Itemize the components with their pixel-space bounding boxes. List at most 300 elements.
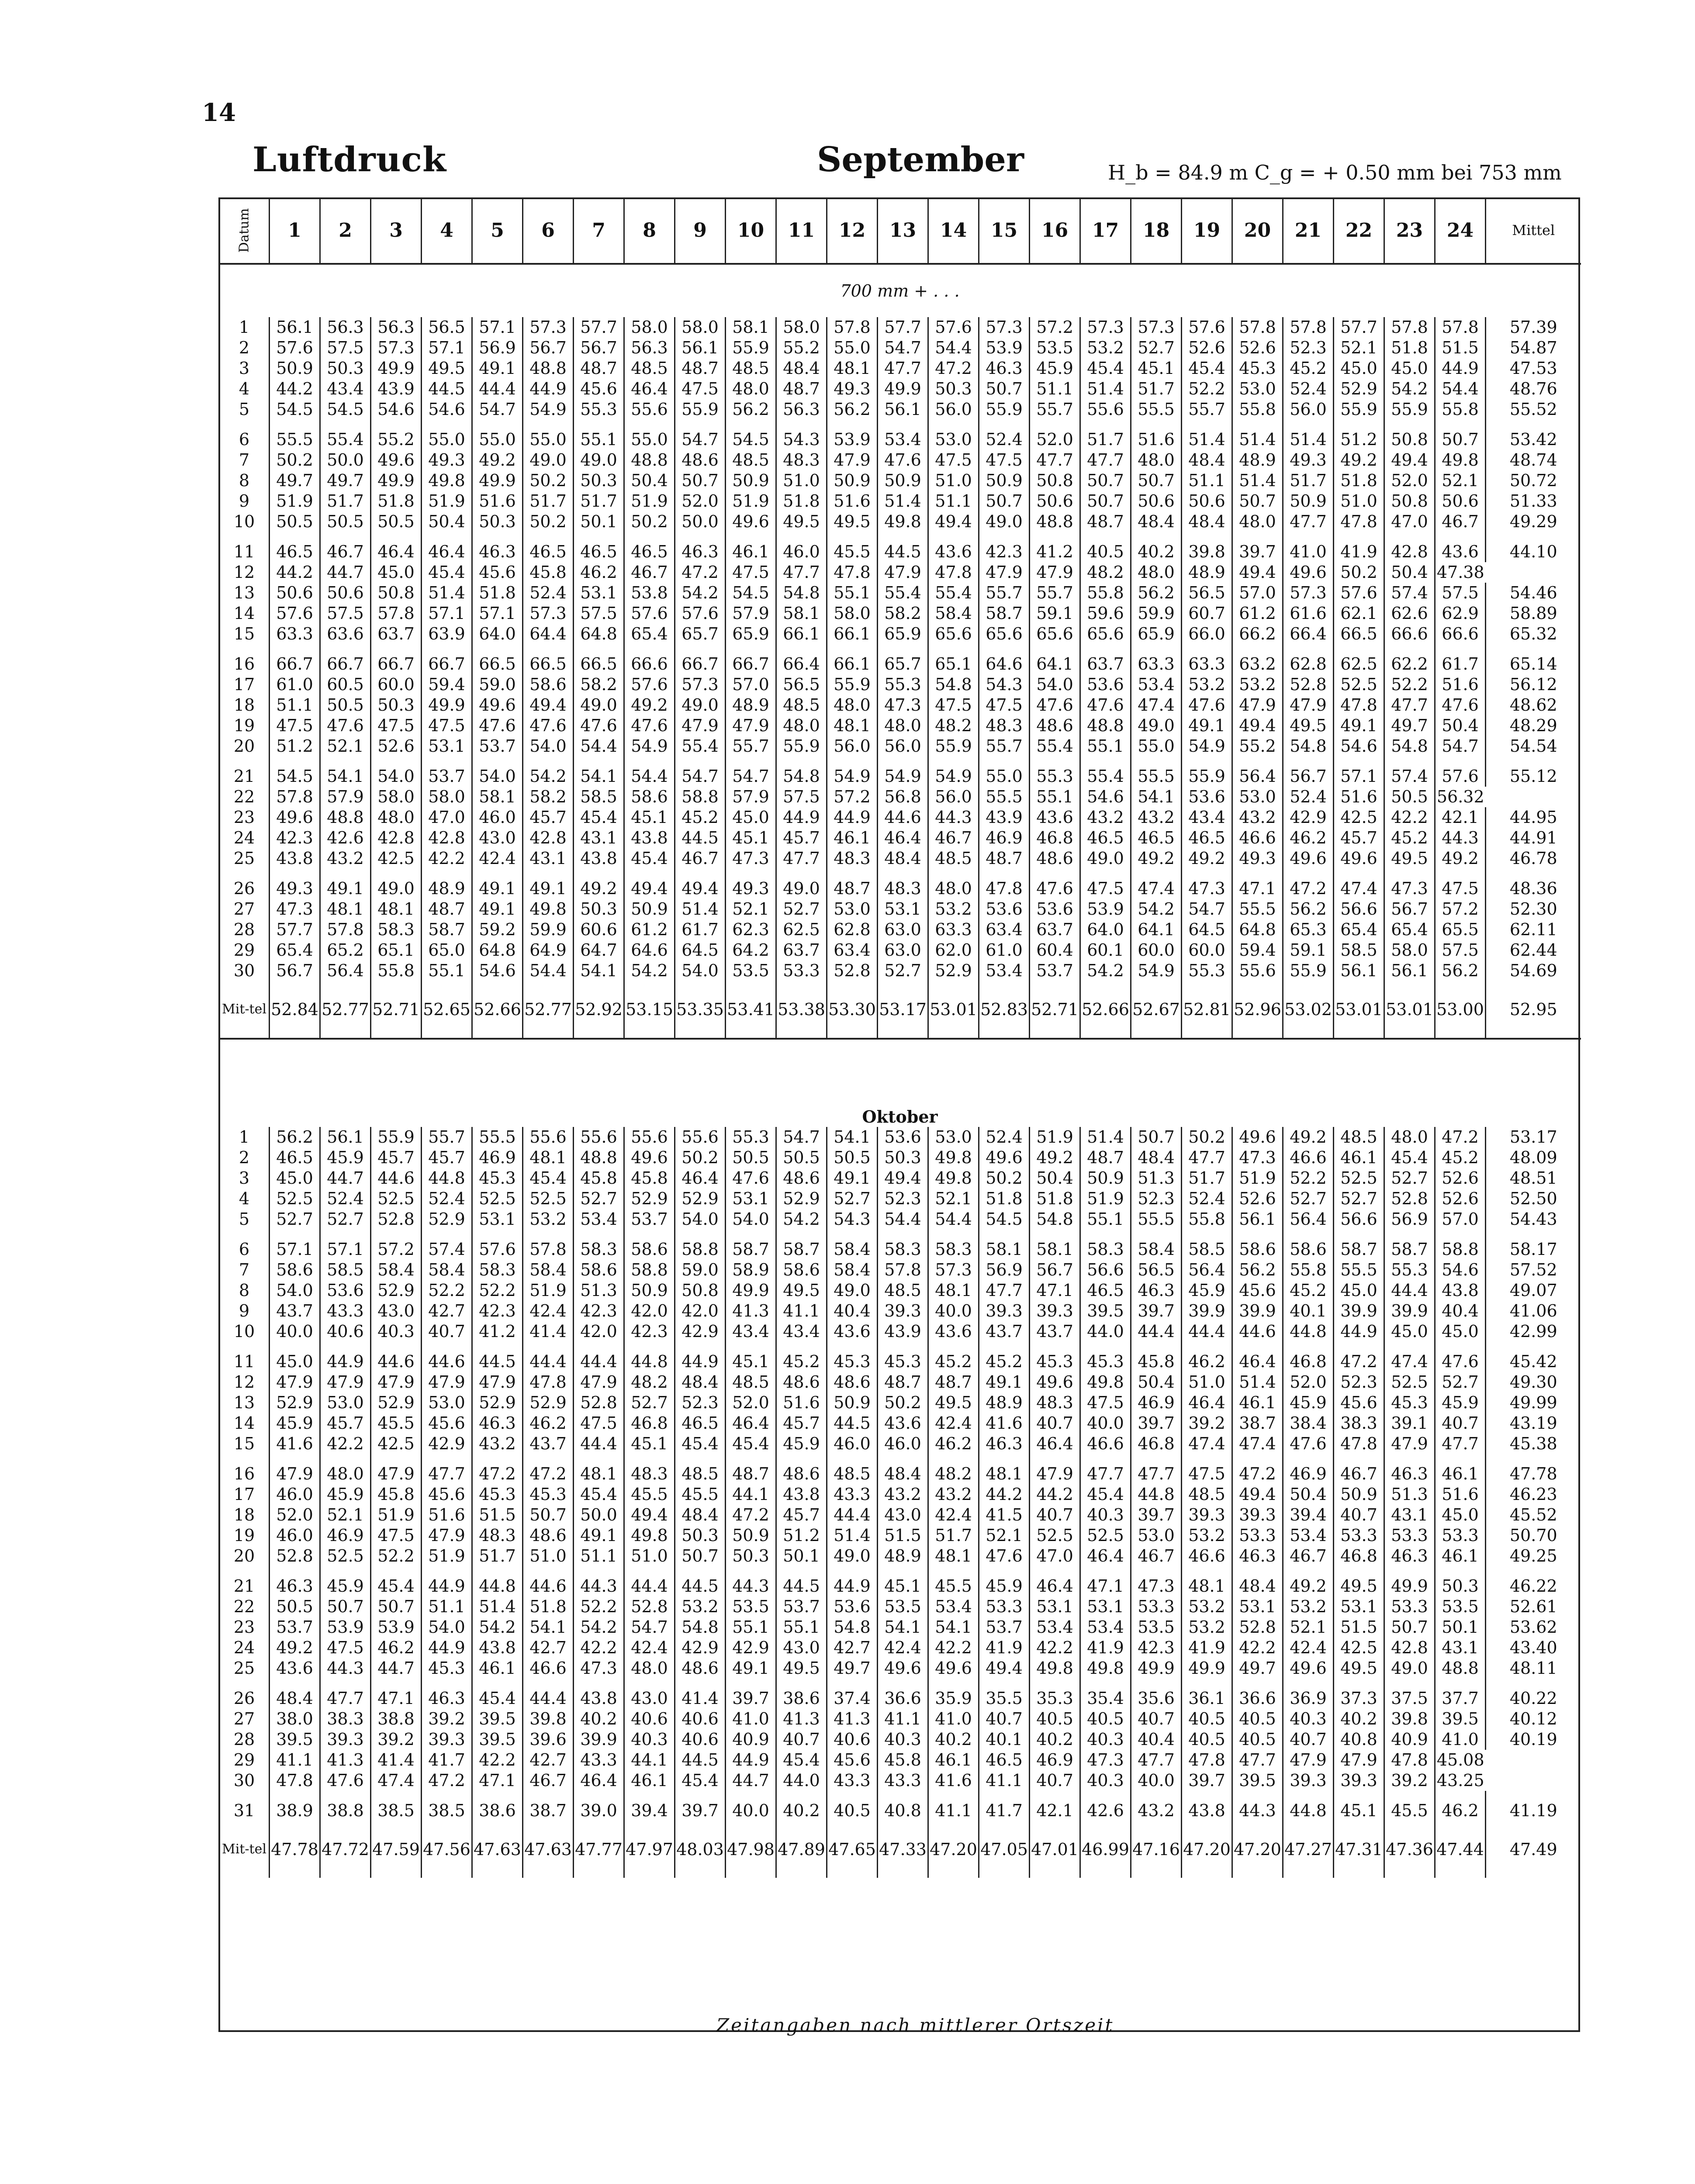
value-cell: 47.4 [1182,1434,1232,1454]
value-cell: 53.1 [1232,1597,1283,1617]
value-cell: 53.0 [928,1127,979,1147]
value-cell: 58.0 [675,317,726,338]
value-cell: 50.3 [1435,1576,1486,1597]
value-cell: 60.0 [371,674,422,695]
value-cell: 55.6 [624,399,675,420]
value-cell: 53.6 [1182,787,1232,807]
value-cell: 45.2 [675,807,726,828]
value-cell: 66.1 [827,624,878,644]
value-cell: 39.8 [523,1709,574,1729]
value-cell: 46.5 [270,542,320,562]
value-cell: 55.3 [1384,1260,1435,1280]
daily-mean-cell: 44.95 [1486,807,1581,828]
value-cell: 44.1 [726,1484,776,1505]
hourly-mean-cell: 47.77 [574,1821,624,1878]
value-cell: 54.4 [624,766,675,787]
value-cell: 48.4 [1232,1576,1283,1597]
daily-mean-cell: 49.99 [1486,1393,1581,1413]
value-cell: 47.7 [1080,450,1131,470]
value-cell: 47.9 [422,1525,472,1546]
value-cell: 42.7 [523,1638,574,1658]
value-cell: 41.3 [776,1709,827,1729]
value-cell: 51.4 [1182,429,1232,450]
value-cell: 54.1 [827,1127,878,1147]
value-cell: 55.4 [1080,766,1131,787]
value-cell: 47.7 [1283,511,1334,532]
value-cell: 66.7 [422,654,472,674]
value-cell: 57.5 [574,603,624,624]
value-cell: 58.8 [1435,1239,1486,1260]
day-label: 1 [219,1127,270,1147]
value-cell: 45.4 [523,1168,574,1189]
value-cell: 45.9 [979,1576,1030,1597]
value-cell: 45.0 [371,562,422,583]
value-cell: 63.9 [422,624,472,644]
value-cell: 40.4 [827,1301,878,1321]
value-cell: 49.0 [675,695,726,715]
value-cell: 42.6 [320,828,371,848]
value-cell: 56.9 [979,1260,1030,1280]
value-cell: 56.6 [1334,899,1384,919]
value-cell: 47.7 [776,848,827,869]
value-cell: 41.7 [422,1750,472,1770]
value-cell: 40.5 [1030,1709,1080,1729]
value-cell: 51.8 [979,1189,1030,1209]
value-cell: 53.5 [878,1597,928,1617]
value-cell: 45.5 [1384,1800,1435,1821]
value-cell: 60.6 [574,919,624,940]
value-cell: 46.4 [574,1770,624,1791]
value-cell: 53.2 [675,1597,726,1617]
value-cell: 58.4 [1131,1239,1182,1260]
value-cell: 47.7 [1030,450,1080,470]
value-cell: 50.3 [320,358,371,379]
value-cell: 41.2 [472,1321,523,1342]
value-cell: 51.5 [472,1505,523,1525]
value-cell: 64.8 [574,624,624,644]
value-cell: 58.1 [979,1239,1030,1260]
value-cell: 49.6 [726,511,776,532]
value-cell: 52.0 [1030,429,1080,450]
value-cell: 47.9 [270,1372,320,1393]
value-cell: 57.1 [422,603,472,624]
value-cell: 45.4 [1080,1484,1131,1505]
daily-mean-cell: 47.78 [1486,1464,1581,1484]
value-cell: 44.3 [1232,1800,1283,1821]
value-cell: 55.1 [726,1617,776,1638]
value-cell: 54.2 [472,1617,523,1638]
value-cell: 44.8 [472,1576,523,1597]
value-cell: 53.4 [979,961,1030,981]
value-cell: 58.6 [1283,1239,1334,1260]
value-cell: 51.9 [371,1505,422,1525]
value-cell: 45.9 [776,1434,827,1454]
value-cell: 58.7 [1334,1239,1384,1260]
value-cell: 46.5 [1080,1280,1131,1301]
value-cell: 39.1 [1384,1413,1435,1434]
value-cell: 45.0 [270,1168,320,1189]
value-cell: 50.0 [320,450,371,470]
value-cell: 42.9 [675,1321,726,1342]
value-cell: 47.7 [1435,1434,1486,1454]
daily-mean-cell: 62.11 [1486,919,1581,940]
value-cell: 51.7 [472,1546,523,1566]
daily-mean-cell: 57.39 [1486,317,1581,338]
hourly-mean-cell: 53.15 [624,981,675,1039]
value-cell: 36.6 [1232,1688,1283,1709]
value-cell: 45.3 [827,1351,878,1372]
value-cell: 46.0 [878,1434,928,1454]
value-cell: 44.4 [472,379,523,399]
value-cell: 46.7 [1283,1546,1334,1566]
value-cell: 58.8 [675,787,726,807]
value-cell: 49.6 [928,1658,979,1679]
value-cell: 42.7 [827,1638,878,1658]
daily-mean-cell: 48.11 [1486,1658,1581,1679]
value-cell: 57.1 [472,317,523,338]
daily-mean-cell: 51.33 [1486,491,1581,511]
value-cell: 49.3 [1283,450,1334,470]
value-cell: 43.0 [624,1688,675,1709]
daily-mean-cell: 43.19 [1486,1413,1581,1434]
value-cell: 45.9 [1182,1280,1232,1301]
value-cell: 46.5 [574,542,624,562]
value-cell: 47.9 [371,1372,422,1393]
day-label: 30 [219,961,270,981]
value-cell: 48.4 [1182,511,1232,532]
value-cell: 55.6 [675,1127,726,1147]
value-cell: 45.8 [523,562,574,583]
value-cell: 50.6 [1435,491,1486,511]
day-label: 25 [219,1658,270,1679]
value-cell: 42.5 [371,1434,422,1454]
hourly-mean-cell: 52.83 [979,981,1030,1039]
value-cell: 56.2 [1435,961,1486,981]
value-cell: 50.8 [1384,429,1435,450]
value-cell: 47.9 [422,1372,472,1393]
value-cell: 63.3 [928,919,979,940]
value-cell: 46.6 [1232,828,1283,848]
day-label: 22 [219,787,270,807]
day-label: 11 [219,1351,270,1372]
value-cell: 46.3 [270,1576,320,1597]
value-cell: 46.6 [1283,1147,1334,1168]
value-cell: 44.4 [624,1576,675,1597]
value-cell: 55.5 [1131,399,1182,420]
value-cell: 46.2 [523,1413,574,1434]
value-cell: 63.7 [1080,654,1131,674]
value-cell: 44.9 [523,379,574,399]
daily-mean-cell: 52.50 [1486,1189,1581,1209]
value-cell: 47.9 [675,715,726,736]
value-cell: 51.7 [1131,379,1182,399]
value-cell: 40.3 [1283,1709,1334,1729]
value-cell: 49.5 [422,358,472,379]
hourly-mean-cell: 47.20 [1232,1821,1283,1878]
value-cell: 42.7 [523,1750,574,1770]
value-cell: 56.0 [878,736,928,757]
value-cell: 50.9 [624,899,675,919]
hourly-mean-cell: 47.27 [1283,1821,1334,1878]
value-cell: 39.7 [675,1800,726,1821]
value-cell: 50.9 [1283,491,1334,511]
value-cell: 39.3 [320,1729,371,1750]
value-cell: 66.7 [371,654,422,674]
value-cell: 45.9 [1030,358,1080,379]
value-cell: 49.9 [371,470,422,491]
value-cell: 58.7 [776,1239,827,1260]
value-cell: 55.1 [422,961,472,981]
value-cell: 49.1 [320,878,371,899]
value-cell: 55.5 [1131,766,1182,787]
value-cell: 49.5 [1334,1658,1384,1679]
value-cell: 55.3 [726,1127,776,1147]
value-cell: 41.3 [827,1709,878,1729]
value-cell: 43.2 [1131,1800,1182,1821]
value-cell: 53.2 [523,1209,574,1230]
value-cell: 55.4 [320,429,371,450]
value-cell: 47.6 [574,715,624,736]
value-cell: 46.9 [979,828,1030,848]
value-cell: 47.3 [878,695,928,715]
value-cell: 56.2 [726,399,776,420]
value-cell: 57.8 [827,317,878,338]
value-cell: 42.3 [1131,1638,1182,1658]
value-cell: 50.0 [574,1505,624,1525]
value-cell: 50.7 [320,1597,371,1617]
value-cell: 56.5 [776,674,827,695]
value-cell: 48.5 [776,695,827,715]
value-cell: 52.0 [1283,1372,1334,1393]
value-cell: 48.1 [523,1147,574,1168]
value-cell: 47.3 [1080,1750,1131,1770]
value-cell: 50.9 [624,1280,675,1301]
daily-mean-cell: 49.07 [1486,1280,1581,1301]
value-cell: 57.3 [1080,317,1131,338]
value-cell: 46.3 [422,1688,472,1709]
value-cell: 47.5 [979,450,1030,470]
value-cell: 57.1 [422,338,472,358]
value-cell: 49.7 [320,470,371,491]
value-cell: 52.9 [624,1189,675,1209]
daily-mean-cell: 53.17 [1486,1127,1581,1147]
value-cell: 42.4 [624,1638,675,1658]
value-cell: 57.2 [1030,317,1080,338]
value-cell: 54.7 [1435,736,1486,757]
value-cell: 49.8 [624,1525,675,1546]
value-cell: 50.6 [1182,491,1232,511]
value-cell: 53.7 [776,1597,827,1617]
value-cell: 48.6 [776,1168,827,1189]
value-cell: 57.6 [1182,317,1232,338]
value-cell: 50.3 [574,899,624,919]
value-cell: 55.0 [624,429,675,450]
value-cell: 39.9 [1334,1301,1384,1321]
day-label: 3 [219,358,270,379]
value-cell: 55.9 [675,399,726,420]
value-cell: 47.9 [878,562,928,583]
value-cell: 51.1 [270,695,320,715]
day-label: 27 [219,1709,270,1729]
value-cell: 39.3 [878,1301,928,1321]
value-cell: 48.4 [675,1372,726,1393]
value-cell: 58.5 [1182,1239,1232,1260]
value-cell: 41.0 [726,1709,776,1729]
value-cell: 47.8 [1334,695,1384,715]
value-cell: 46.1 [1232,1393,1283,1413]
value-cell: 39.5 [270,1729,320,1750]
value-cell: 49.4 [1232,1484,1283,1505]
value-cell: 47.7 [1080,1464,1131,1484]
value-cell: 48.0 [624,1658,675,1679]
day-label: 23 [219,1617,270,1638]
value-cell: 51.1 [1030,379,1080,399]
value-cell: 43.1 [574,828,624,848]
value-cell: 65.6 [928,624,979,644]
value-cell: 48.2 [624,1372,675,1393]
value-cell: 52.1 [928,1189,979,1209]
value-cell: 50.9 [1334,1484,1384,1505]
value-cell: 46.7 [1435,511,1486,532]
value-cell: 39.2 [371,1729,422,1750]
value-cell: 42.3 [979,542,1030,562]
value-cell: 63.7 [776,940,827,961]
value-cell: 41.0 [1283,542,1334,562]
day-label: 29 [219,1750,270,1770]
value-cell: 66.5 [523,654,574,674]
value-cell: 52.5 [371,1189,422,1209]
value-cell: 53.1 [726,1189,776,1209]
value-cell: 55.5 [270,429,320,450]
value-cell: 54.0 [675,961,726,981]
value-cell: 54.8 [1030,1209,1080,1230]
value-cell: 55.7 [979,736,1030,757]
value-cell: 56.3 [320,317,371,338]
value-cell: 47.2 [928,358,979,379]
value-cell: 51.9 [270,491,320,511]
value-cell: 49.7 [270,470,320,491]
value-cell: 44.4 [1131,1321,1182,1342]
value-cell: 54.1 [523,1617,574,1638]
value-cell: 65.6 [1030,624,1080,644]
value-cell: 41.3 [320,1750,371,1770]
value-cell: 58.9 [726,1260,776,1280]
value-cell: 65.5 [1435,919,1486,940]
value-cell: 57.9 [726,603,776,624]
value-cell: 47.7 [1232,1750,1283,1770]
value-cell: 52.9 [675,1189,726,1209]
value-cell: 47.0 [422,807,472,828]
value-cell: 52.1 [979,1525,1030,1546]
day-label: 14 [219,603,270,624]
value-cell: 38.7 [523,1800,574,1821]
value-cell: 53.6 [1080,674,1131,695]
value-cell: 42.9 [675,1638,726,1658]
daily-mean-cell: 58.17 [1486,1239,1581,1260]
value-cell: 39.9 [1232,1301,1283,1321]
value-cell: 47.8 [523,1372,574,1393]
value-cell: 46.5 [1182,828,1232,848]
value-cell: 50.2 [979,1168,1030,1189]
value-cell: 52.9 [523,1393,574,1413]
day-label: 6 [219,429,270,450]
value-cell: 48.7 [675,358,726,379]
value-cell: 48.5 [726,358,776,379]
day-label: 16 [219,654,270,674]
value-cell: 41.3 [726,1301,776,1321]
value-cell: 57.9 [726,787,776,807]
value-cell: 47.3 [1384,878,1435,899]
value-cell: 46.4 [878,828,928,848]
value-cell: 49.2 [1131,848,1182,869]
value-cell: 61.6 [1283,603,1334,624]
daily-mean-cell: 49.29 [1486,511,1581,532]
value-cell: 43.4 [776,1321,827,1342]
daily-mean-cell: 40.12 [1486,1709,1581,1729]
daily-mean-cell: 44.91 [1486,828,1581,848]
value-cell: 53.0 [827,899,878,919]
value-cell: 49.6 [472,695,523,715]
value-cell: 48.5 [726,1372,776,1393]
value-cell: 58.1 [472,787,523,807]
value-cell: 47.8 [1334,1434,1384,1454]
value-cell: 42.0 [675,1301,726,1321]
day-label: 17 [219,674,270,695]
value-cell: 46.2 [1283,828,1334,848]
value-cell: 50.3 [878,1147,928,1168]
value-cell: 45.0 [1334,1280,1384,1301]
value-cell: 48.0 [1131,562,1182,583]
value-cell: 49.4 [624,878,675,899]
value-cell: 49.9 [472,470,523,491]
value-cell: 46.5 [979,1750,1030,1770]
value-cell: 53.2 [928,899,979,919]
value-cell: 57.5 [320,338,371,358]
value-cell: 62.6 [1384,603,1435,624]
value-cell: 53.5 [726,961,776,981]
station-info: H_b = 84.9 m C_g = + 0.50 mm bei 753 mm [1108,161,1562,184]
value-cell: 47.4 [1131,695,1182,715]
value-cell: 45.9 [270,1413,320,1434]
value-cell: 51.6 [422,1505,472,1525]
value-cell: 54.8 [776,766,827,787]
value-cell: 53.6 [878,1127,928,1147]
value-cell: 44.6 [523,1576,574,1597]
value-cell: 47.8 [928,562,979,583]
value-cell: 52.7 [1283,1189,1334,1209]
value-cell: 48.1 [928,1546,979,1566]
value-cell: 54.4 [878,1209,928,1230]
value-cell: 50.2 [675,1147,726,1168]
value-cell: 52.8 [1283,674,1334,695]
hour-header-12: 12 [827,197,878,264]
value-cell: 44.4 [523,1351,574,1372]
value-cell: 57.0 [726,674,776,695]
value-cell: 43.9 [371,379,422,399]
value-cell: 56.1 [675,338,726,358]
value-cell: 57.7 [1334,317,1384,338]
value-cell: 49.9 [1131,1658,1182,1679]
value-cell: 50.7 [523,1505,574,1525]
value-cell: 39.3 [422,1729,472,1750]
value-cell: 47.7 [878,358,928,379]
day-label: 13 [219,583,270,603]
daily-mean-cell: 53.62 [1486,1617,1581,1638]
value-cell: 44.4 [1384,1280,1435,1301]
value-cell: 62.8 [1283,654,1334,674]
hourly-mean-cell: 53.00 [1435,981,1486,1039]
value-cell: 48.7 [726,1464,776,1484]
